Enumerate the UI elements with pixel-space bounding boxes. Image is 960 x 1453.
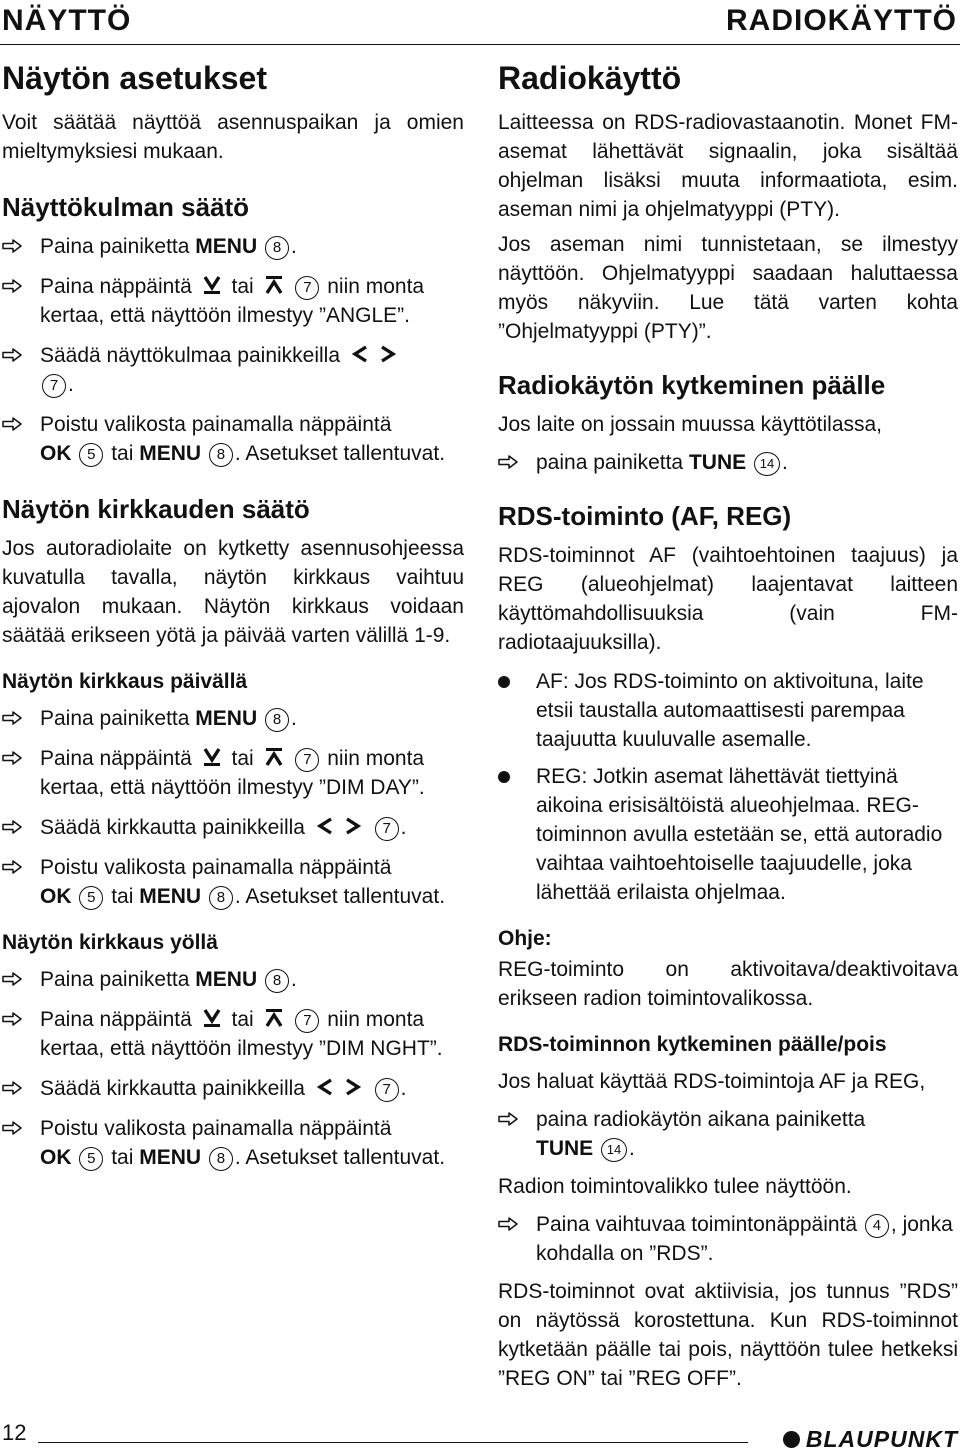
key-5: 5 — [79, 443, 103, 467]
arrow-icon — [2, 751, 22, 765]
key-8: 8 — [209, 443, 233, 467]
rds-final-text: RDS-toiminnot ovat aktiivisia, jos tunnus ”RDS” on näytössä korostettuna. Kun RDS-toiminnot kytketään päälle tai pois, näyttöön tulee hetkeksi ”REG ON” tai ”REG OFF”. — [498, 1280, 958, 1390]
right-column — [498, 56, 958, 1393]
ok-key-label: OK — [40, 1146, 72, 1169]
key-8: 8 — [265, 708, 289, 732]
logo-dot-icon — [783, 1431, 800, 1448]
right-key-icon — [342, 816, 364, 836]
arrow-icon — [2, 1012, 22, 1026]
arrow-icon — [2, 820, 22, 834]
section-title-right: RADIOKÄYTTÖ — [726, 4, 957, 37]
up-key-icon — [263, 275, 285, 295]
key-8: 8 — [209, 1147, 233, 1171]
step-press-tune-rds: paina radiokäytön aikana painiketta TUNE 14 . — [498, 1105, 958, 1163]
right-key-icon — [342, 1077, 364, 1097]
brand-logo: BLAUPUNKT — [783, 1426, 958, 1453]
rds-onoff-text: Jos haluat käyttää RDS-toimintoja AF ja REG, — [498, 1070, 926, 1093]
key-14: 14 — [754, 452, 780, 476]
display-settings-heading: Näytön asetukset — [2, 60, 267, 96]
brightness-text: Jos autoradiolaite on kytketty asennusohjeessa kuvatulla tavalla, näytön kirkkaus vaihtuu ajovalon mukaan. Näytön kirkkaus voidaan säätää erikseen yötä ja päivää varten välillä 1-9. — [2, 537, 464, 647]
key-7: 7 — [375, 817, 399, 841]
step-press-function-key: Paina vaihtuvaa toimintonäppäintä 4 , jonka kohdalla on ”RDS”. — [498, 1210, 958, 1268]
key-7: 7 — [295, 748, 319, 772]
arrow-icon — [2, 711, 22, 725]
step-exit-menu: Poistu valikosta painamalla näppäintä OK 5 tai MENU 8 . Asetukset tallentuvat. — [2, 410, 464, 468]
key-8: 8 — [209, 886, 233, 910]
bullet-icon — [498, 771, 510, 783]
menu-key-label: MENU — [139, 1146, 202, 1169]
step-night-press-arrows: Paina näppäintä tai 7 niin monta kertaa, että näyttöön ilmestyy ”DIM NGHT”. — [2, 1005, 464, 1063]
radio-heading: Radiokäyttö — [498, 60, 682, 96]
step-press-tune: paina painiketta TUNE 14 . — [498, 448, 958, 477]
radio-on-text: Jos laite on jossain muussa käyttötilassa, — [498, 413, 883, 436]
down-key-icon — [201, 747, 223, 767]
menu-key-label: MENU — [195, 707, 258, 730]
menu-appears-text: Radion toimintovalikko tulee näyttöön. — [498, 1175, 852, 1198]
angle-heading: Näyttökulman säätö — [2, 192, 250, 222]
arrow-icon — [2, 279, 22, 293]
step-day-exit: Poistu valikosta painamalla näppäintä OK 5 tai MENU 8 . Asetukset tallentuvat. — [2, 853, 464, 911]
brightness-heading: Näytön kirkkauden säätö — [2, 494, 310, 524]
ok-key-label: OK — [40, 442, 72, 465]
arrow-icon — [498, 455, 518, 469]
step-press-arrows: Paina näppäintä tai 7 niin monta kertaa, että näyttöön ilmestyy ”ANGLE”. — [2, 272, 464, 330]
page-number: 12 — [2, 1420, 27, 1445]
key-7: 7 — [295, 1009, 319, 1033]
menu-key-label: MENU — [139, 442, 202, 465]
day-heading: Näytön kirkkaus päivällä — [2, 670, 248, 693]
tune-key-label: TUNE — [688, 451, 747, 474]
left-key-icon — [314, 816, 336, 836]
key-8: 8 — [265, 236, 289, 260]
key-4: 4 — [865, 1214, 889, 1238]
section-title-left: NÄYTTÖ — [2, 4, 132, 37]
arrow-icon — [2, 239, 22, 253]
key-8: 8 — [265, 969, 289, 993]
tune-key-label: TUNE — [536, 1137, 594, 1160]
step-night-press-menu: Paina painiketta MENU 8 . — [2, 965, 464, 994]
arrow-icon — [2, 860, 22, 874]
rds-text: RDS-toiminnot AF (vaihtoehtoinen taajuus) ja REG (alueohjelmat) laajentavat laitteen käyttömahdollisuuksia (vain FM-radiotaajuuksilla). — [498, 544, 958, 654]
radio-on-heading: Radiokäytön kytkeminen päälle — [498, 370, 886, 400]
down-key-icon — [201, 1008, 223, 1028]
step-day-press-arrows: Paina näppäintä tai 7 niin monta kertaa, että näyttöön ilmestyy ”DIM DAY”. — [2, 744, 464, 802]
arrow-icon — [2, 348, 22, 362]
radio-intro-1: Laitteessa on RDS-radiovastaanotin. Monet FM-asemat lähettävät signaalin, joka sisältää ohjelman lisäksi muuta informaatiota, esim. aseman nimi ja ohjelmatyyppi (PTY). — [498, 111, 958, 221]
left-key-icon — [349, 344, 371, 364]
arrow-icon — [2, 972, 22, 986]
menu-key-label: MENU — [195, 235, 258, 258]
header-rule — [0, 44, 960, 45]
ok-key-label: OK — [40, 885, 72, 908]
arrow-icon — [498, 1217, 518, 1231]
step-day-press-menu: Paina painiketta MENU 8 . — [2, 704, 464, 733]
step-day-adjust: Säädä kirkkautta painikkeilla 7 . — [2, 813, 464, 842]
arrow-icon — [2, 417, 22, 431]
rds-heading: RDS-toiminto (AF, REG) — [498, 501, 792, 531]
key-7: 7 — [375, 1078, 399, 1102]
left-key-icon — [314, 1077, 336, 1097]
radio-intro-2: Jos aseman nimi tunnistetaan, se ilmestyy näyttöön. Ohjelmatyyppi saadaan haluttaessa myös näkyviin. Lue tätä varten kohta ”Ohjelmatyyppi (PTY)”. — [498, 233, 958, 343]
right-key-icon — [377, 344, 399, 364]
key-7: 7 — [295, 276, 319, 300]
up-key-icon — [263, 1008, 285, 1028]
step-night-adjust: Säädä kirkkautta painikkeilla 7 . — [2, 1074, 464, 1103]
bullet-reg: REG: Jotkin asemat lähettävät tiettyinä aikoina erisisältöistä alueohjelmaa. REG-toiminnon avulla estetään se, että autoradio vaihtaa vaihtoehtoiselle taajuudelle, joka lähettää erilaista ohjelmaa. — [498, 762, 958, 907]
menu-key-label: MENU — [195, 968, 258, 991]
step-night-exit: Poistu valikosta painamalla näppäintä OK 5 tai MENU 8 . Asetukset tallentuvat. — [2, 1114, 464, 1172]
step-adjust-angle: Säädä näyttökulmaa painikkeilla 7 . — [2, 341, 464, 399]
step-press-menu: Paina painiketta MENU 8 . — [2, 232, 464, 261]
arrow-icon — [2, 1121, 22, 1135]
footer-rule — [38, 1442, 748, 1443]
key-7: 7 — [42, 374, 66, 398]
key-5: 5 — [79, 1147, 103, 1171]
key-14: 14 — [601, 1138, 627, 1162]
note-text: REG-toiminto on aktivoitava/deaktivoitava erikseen radion toimintovalikossa. — [498, 958, 958, 1010]
bullet-af: AF: Jos RDS-toiminto on aktivoituna, laite etsii taustalla automaattisesti parempaa taajuutta kuuluvalle asemalle. — [498, 667, 958, 754]
arrow-icon — [2, 1081, 22, 1095]
down-key-icon — [201, 275, 223, 295]
key-5: 5 — [79, 886, 103, 910]
bullet-icon — [498, 676, 510, 688]
night-heading: Näytön kirkkaus yöllä — [2, 931, 218, 954]
menu-key-label: MENU — [139, 885, 202, 908]
rds-onoff-heading: RDS-toiminnon kytkeminen päälle/pois — [498, 1033, 887, 1056]
up-key-icon — [263, 747, 285, 767]
note-heading: Ohje: — [498, 927, 552, 950]
intro-text: Voit säätää näyttöä asennuspaikan ja omien mieltymyksiesi mukaan. — [2, 111, 464, 163]
left-column — [2, 56, 464, 1172]
arrow-icon — [498, 1112, 518, 1126]
